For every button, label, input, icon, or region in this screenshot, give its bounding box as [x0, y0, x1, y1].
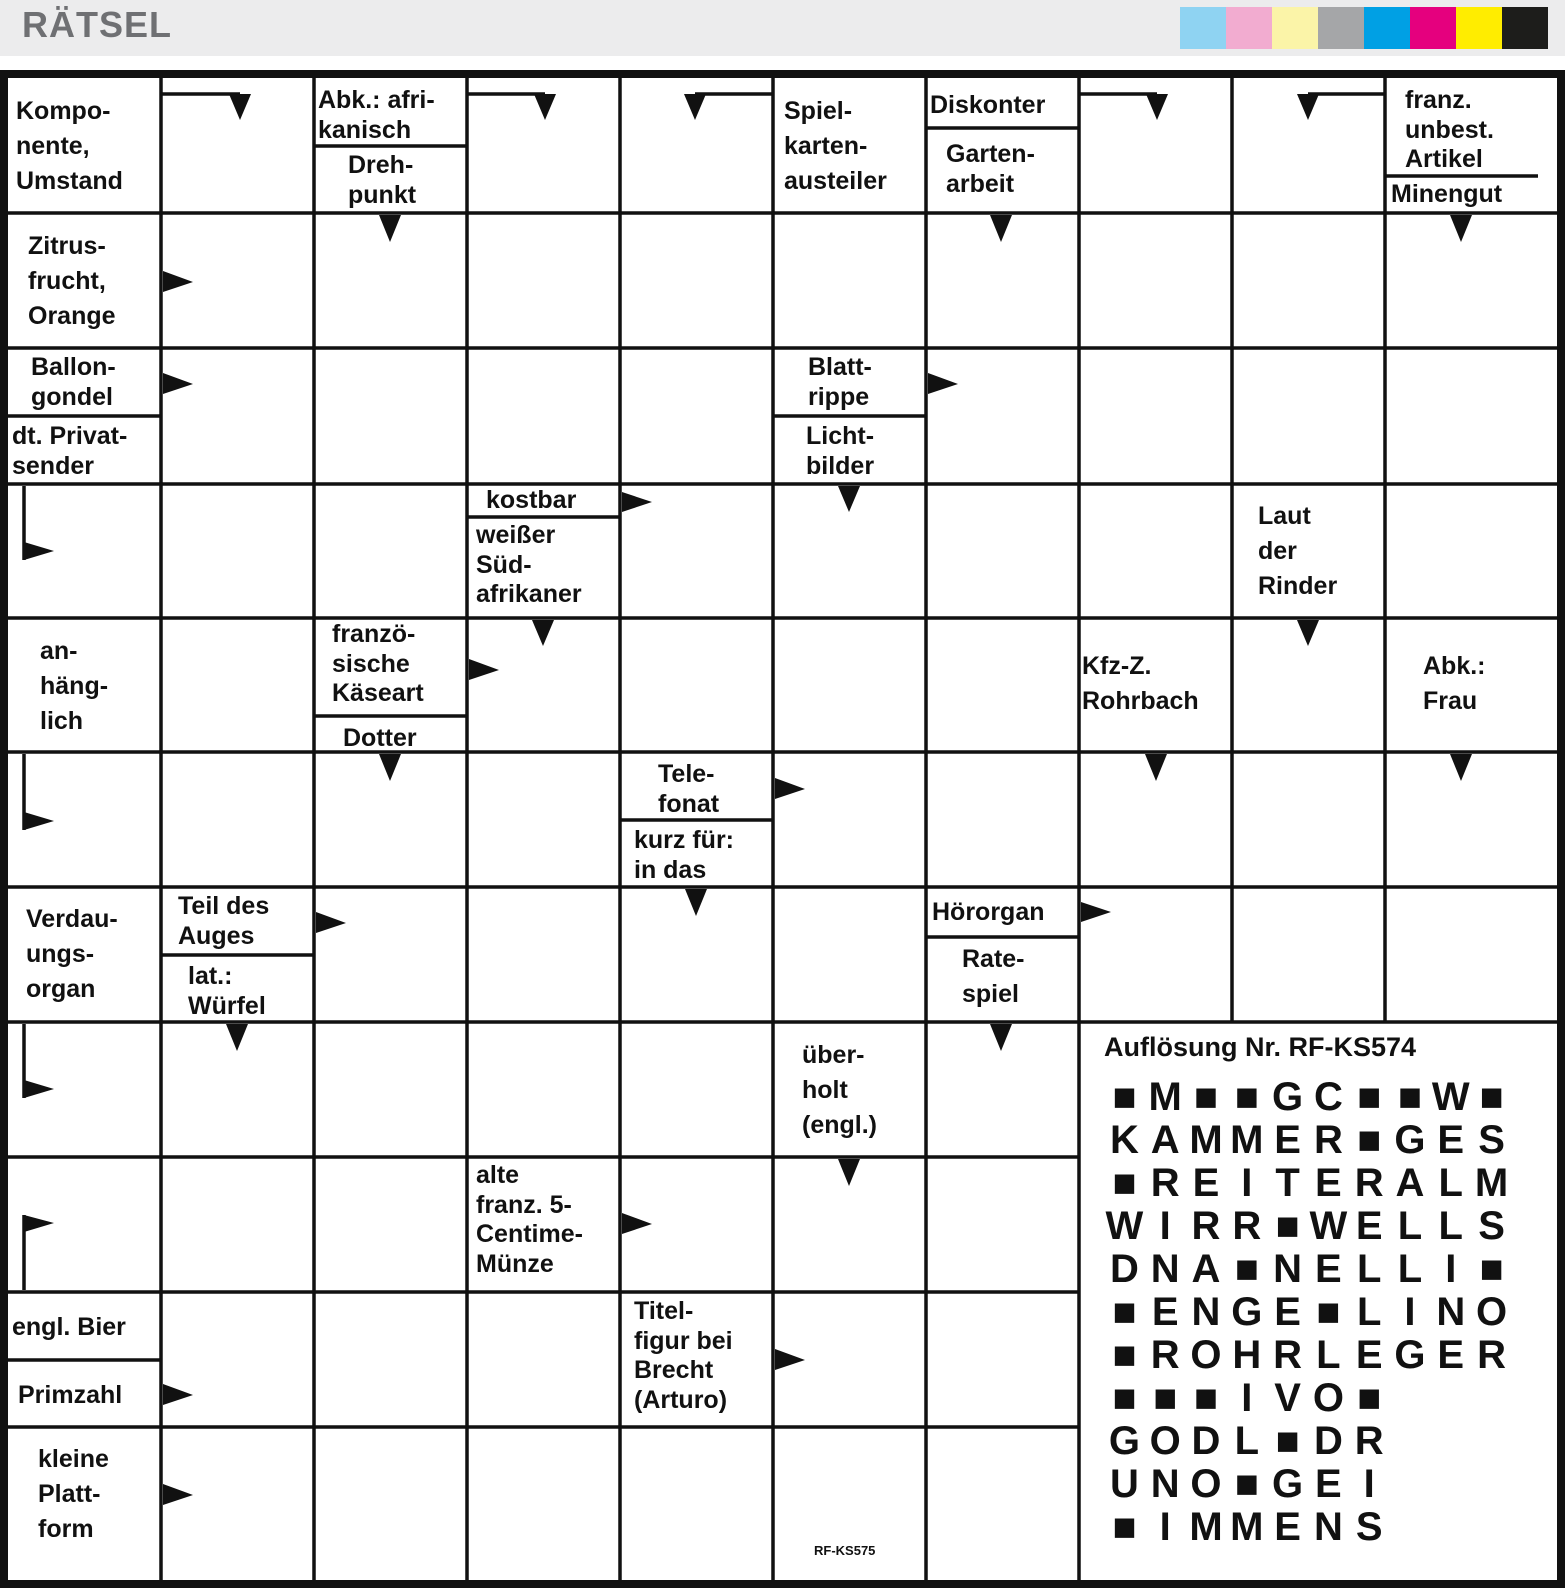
clue-weisser-suedafrikaner: weißer Süd- afrikaner	[476, 521, 582, 608]
clue-dotter: Dotter	[343, 724, 417, 752]
clue-abk-afrikanisch: Abk.: afri- kanisch	[318, 86, 435, 144]
clue-kostbar: kostbar	[486, 486, 577, 514]
page-title: RÄTSEL	[22, 4, 172, 45]
clue-diskonter: Diskonter	[930, 91, 1046, 119]
clue-wuerfel: lat.: Würfel	[188, 962, 266, 1020]
clue-lichtbilder: Licht- bilder	[806, 422, 875, 480]
swatch-gray	[1318, 7, 1364, 49]
solution-row: ■ I M M E N S	[1112, 1505, 1383, 1549]
swatch-light-yellow	[1272, 7, 1318, 49]
solution-row: ■ ■ ■ I V O ■	[1112, 1376, 1382, 1420]
clue-drehpunkt: Dreh- punkt	[348, 151, 417, 209]
clue-centime-muenze: alte franz. 5- Centime- Münze	[476, 1161, 583, 1278]
header-bar	[0, 0, 1565, 56]
clue-ueberholt: über- holt (engl.)	[802, 1041, 877, 1139]
clue-laut-der-rinder: Laut der Rinder	[1258, 502, 1338, 600]
clue-kfz-rohrbach: Kfz-Z. Rohrbach	[1082, 652, 1199, 715]
solution-row: ■ R O H R L E G E R	[1112, 1333, 1507, 1377]
clue-zitrusfrucht: Zitrus- frucht, Orange	[28, 232, 116, 330]
solution-row: K A M M E R ■ G E S	[1109, 1118, 1505, 1162]
clue-komponente: Kompo- nente, Umstand	[16, 97, 123, 195]
clue-blattrippe: Blatt- rippe	[808, 353, 872, 411]
clue-engl-bier: engl. Bier	[12, 1313, 126, 1341]
color-swatch-strip	[1180, 7, 1548, 49]
clue-titelfigur: Titel- figur bei Brecht (Arturo)	[634, 1297, 733, 1414]
clue-teil-des-auges: Teil des Auges	[178, 892, 270, 950]
swatch-yellow	[1456, 7, 1502, 49]
clue-verdauungsorgan: Verdau- ungs- organ	[26, 905, 118, 1003]
clue-franz-artikel: franz. unbest. Artikel	[1405, 86, 1494, 173]
clue-spielkarten: Spiel- karten- austeiler	[784, 97, 887, 195]
solution-row: G O D L ■ D R	[1108, 1419, 1384, 1463]
clue-hoerorgan: Hörorgan	[932, 898, 1045, 926]
clue-ballongondel: Ballon- gondel	[31, 353, 116, 411]
clue-gartenarbeit: Garten- arbeit	[946, 140, 1035, 198]
solution-title: Auflösung Nr. RF-KS574	[1104, 1032, 1417, 1062]
solution-row: ■ M ■ ■ G C ■ ■ W ■	[1112, 1075, 1504, 1119]
swatch-light-cyan	[1180, 7, 1226, 49]
clue-privatsender: dt. Privat- sender	[12, 422, 128, 480]
swatch-black	[1502, 7, 1548, 49]
swatch-magenta	[1410, 7, 1456, 49]
solution-row: D N A ■ N E L L I ■	[1109, 1247, 1504, 1291]
solution-row: ■ R E I T E R A L M	[1112, 1161, 1509, 1205]
clue-ratespiel: Rate- spiel	[962, 945, 1025, 1008]
clue-kleine-plattform: kleine Platt- form	[38, 1445, 109, 1543]
clue-abk-frau: Abk.: Frau	[1423, 652, 1486, 715]
solution-row: U N O ■ G E I	[1109, 1462, 1375, 1506]
swatch-light-magenta	[1226, 7, 1272, 49]
clue-kurz-fuer: kurz für: in das	[634, 826, 734, 884]
solution-row: W I R R ■ W E L L S	[1105, 1204, 1505, 1248]
solution-row: ■ E N G E ■ L I N O	[1112, 1290, 1508, 1334]
puzzle-code: RF-KS575	[814, 1543, 876, 1558]
clue-minengut: Minengut	[1391, 180, 1503, 208]
clue-primzahl: Primzahl	[18, 1381, 123, 1409]
clue-anhaenglich: an- häng- lich	[40, 637, 109, 735]
clue-telefonat: Tele- fonat	[658, 760, 720, 818]
clue-kaeseart: franzö- sische Käseart	[332, 620, 424, 707]
swatch-cyan	[1364, 7, 1410, 49]
crossword-grid	[0, 70, 1565, 1588]
